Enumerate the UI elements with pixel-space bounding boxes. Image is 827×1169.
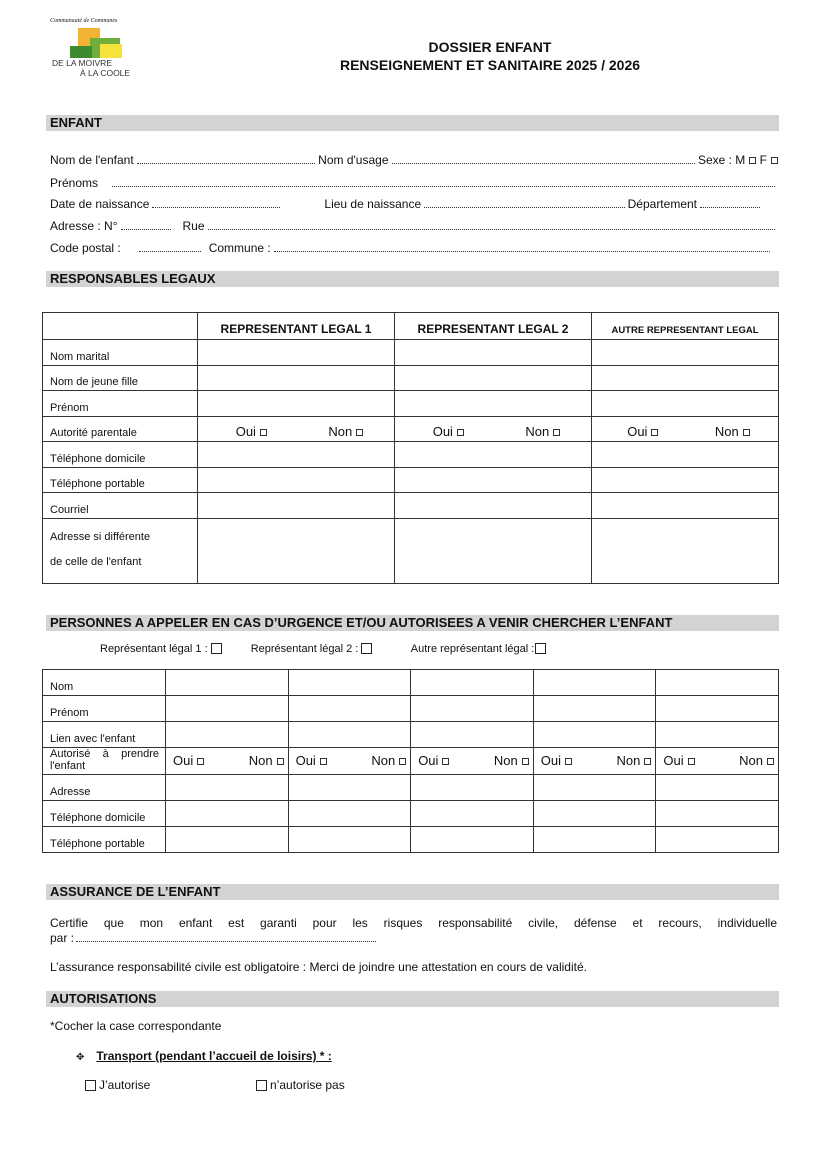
- header-rl2: REPRESENTANT LEGAL 2: [395, 313, 592, 340]
- table-row: [43, 827, 779, 853]
- field-commune[interactable]: [274, 242, 770, 252]
- row-label: Téléphone portable: [43, 827, 166, 853]
- oui-option[interactable]: Oui: [541, 753, 572, 768]
- label: Représentant légal 1 :: [100, 643, 208, 655]
- cell[interactable]: [198, 391, 395, 417]
- cell: [533, 748, 656, 775]
- row-prenoms: [50, 176, 778, 192]
- cell[interactable]: [395, 340, 592, 366]
- field-lieu[interactable]: [424, 198, 624, 208]
- label: Code postal :: [50, 241, 121, 255]
- cell[interactable]: [166, 775, 289, 801]
- transport-no[interactable]: n’autorise pas: [253, 1078, 345, 1092]
- cell[interactable]: [411, 696, 534, 722]
- checkbox-f[interactable]: [771, 157, 778, 164]
- cell[interactable]: [656, 801, 779, 827]
- cell[interactable]: [411, 827, 534, 853]
- table-row: [43, 696, 779, 722]
- logo: Communauté de Communes DE LA MOIVRE À LA COOLE: [50, 18, 131, 78]
- cell[interactable]: [198, 442, 395, 468]
- section-assurance: ASSURANCE DE L’ENFANT: [46, 884, 779, 900]
- cell[interactable]: [592, 493, 779, 519]
- label: Autre représentant légal :: [410, 643, 535, 655]
- non-option[interactable]: Non: [249, 753, 284, 768]
- row-label: Prénom: [43, 391, 198, 417]
- cell[interactable]: [288, 696, 411, 722]
- cell[interactable]: [656, 775, 779, 801]
- row-label: Téléphone domicile: [43, 801, 166, 827]
- urgence-table: [42, 669, 779, 853]
- autorisations-note: *Cocher la case correspondante: [50, 1019, 222, 1033]
- table-row: [43, 670, 779, 696]
- page-title: [230, 38, 750, 74]
- cell[interactable]: [592, 442, 779, 468]
- cell[interactable]: [198, 493, 395, 519]
- cell[interactable]: [166, 696, 289, 722]
- label: Nom de l'enfant: [50, 153, 134, 167]
- checkbox-rl2[interactable]: [361, 643, 372, 654]
- cell[interactable]: [592, 340, 779, 366]
- row-label: Téléphone domicile: [43, 442, 198, 468]
- label: Département: [627, 197, 697, 211]
- oui-option[interactable]: Oui: [627, 424, 658, 439]
- bullet-icon: ✥: [76, 1052, 85, 1063]
- row-label: Courriel: [43, 493, 198, 519]
- field-rue[interactable]: [208, 220, 775, 230]
- checkbox-icon: [85, 1080, 96, 1091]
- cell: [656, 748, 779, 775]
- section-responsables: RESPONSABLES LEGAUX: [46, 271, 779, 287]
- row-label: Nom marital: [43, 340, 198, 366]
- field-cp[interactable]: [139, 242, 201, 252]
- field-dept[interactable]: [700, 198, 760, 208]
- table-row: [43, 801, 779, 827]
- cell[interactable]: [533, 775, 656, 801]
- oui-option[interactable]: Oui: [418, 753, 449, 768]
- cell[interactable]: [656, 696, 779, 722]
- cell[interactable]: [288, 801, 411, 827]
- cell[interactable]: [411, 801, 534, 827]
- cell[interactable]: [288, 827, 411, 853]
- oui-option[interactable]: Oui: [236, 424, 267, 439]
- row-label: Adresse si différente de celle de l'enfant: [43, 518, 198, 583]
- checkbox-autre[interactable]: [535, 643, 546, 654]
- label: F: [759, 153, 767, 167]
- row-label: Téléphone portable: [43, 467, 198, 493]
- cell[interactable]: [656, 670, 779, 696]
- cell[interactable]: [533, 827, 656, 853]
- cell[interactable]: [592, 518, 779, 583]
- cell[interactable]: [395, 391, 592, 417]
- row-label: Nom: [43, 670, 166, 696]
- cell[interactable]: [411, 670, 534, 696]
- cell[interactable]: [533, 722, 656, 748]
- non-option[interactable]: Non: [617, 753, 652, 768]
- non-option[interactable]: Non: [371, 753, 406, 768]
- field-prenoms[interactable]: [112, 177, 775, 187]
- cell: [288, 748, 411, 775]
- row-label: Autorité parentale: [43, 416, 198, 442]
- field-numero[interactable]: [121, 220, 171, 230]
- cell[interactable]: [198, 467, 395, 493]
- section-urgence: PERSONNES A APPELER EN CAS D’URGENCE ET/OU AUTORISEES A VENIR CHERCHER L’ENFANT: [46, 615, 779, 631]
- cell[interactable]: [288, 775, 411, 801]
- row-label: Autorisé à prendre l'enfant: [43, 748, 166, 775]
- title-line-1: DOSSIER ENFANT: [428, 39, 552, 55]
- label: Nom d'usage: [318, 153, 389, 167]
- header-rl1: REPRESENTANT LEGAL 1: [198, 313, 395, 340]
- row-commune: [50, 241, 778, 257]
- cell[interactable]: [198, 518, 395, 583]
- cell[interactable]: [288, 722, 411, 748]
- field-nom[interactable]: [137, 154, 316, 164]
- table-row: [43, 748, 779, 775]
- cell[interactable]: [395, 493, 592, 519]
- cell[interactable]: [166, 722, 289, 748]
- cell[interactable]: [166, 670, 289, 696]
- section-enfant: ENFANT: [46, 115, 779, 131]
- cell[interactable]: [166, 801, 289, 827]
- oui-option[interactable]: Oui: [663, 753, 694, 768]
- row-nom: [50, 153, 778, 169]
- cell[interactable]: [288, 670, 411, 696]
- cell[interactable]: [395, 467, 592, 493]
- field-usage[interactable]: [392, 154, 695, 164]
- field-assureur[interactable]: [76, 932, 376, 942]
- assurance-text: Certifie que mon enfant est garanti pour les risques responsabilité civile, défense et recours, individuelle: [50, 916, 777, 930]
- transport-yes[interactable]: J’autorise: [82, 1078, 150, 1092]
- non-option[interactable]: Non: [494, 753, 529, 768]
- checkbox-rl1[interactable]: [211, 643, 222, 654]
- cell[interactable]: [166, 827, 289, 853]
- table-row: [43, 775, 779, 801]
- label: Prénoms: [50, 176, 99, 190]
- transport-heading: ✥ Transport (pendant l’accueil de loisirs) * :: [76, 1049, 332, 1063]
- cell[interactable]: [395, 442, 592, 468]
- cell[interactable]: [592, 391, 779, 417]
- cell[interactable]: [395, 518, 592, 583]
- cell: [395, 416, 592, 442]
- row-label: Prénom: [43, 696, 166, 722]
- cell: [198, 416, 395, 442]
- label: Représentant légal 2 :: [250, 643, 359, 655]
- cell[interactable]: [533, 696, 656, 722]
- checkbox-m[interactable]: [749, 157, 756, 164]
- cell: [592, 416, 779, 442]
- non-option[interactable]: Non: [739, 753, 774, 768]
- assurance-par: par :: [50, 931, 379, 945]
- non-option[interactable]: Non: [525, 424, 560, 439]
- oui-option[interactable]: Oui: [173, 753, 204, 768]
- cell[interactable]: [533, 670, 656, 696]
- label: Adresse : N°: [50, 219, 118, 233]
- cell[interactable]: [198, 365, 395, 391]
- field-date[interactable]: [152, 198, 280, 208]
- responsables-table: [42, 312, 779, 584]
- row-label: Nom de jeune fille: [43, 365, 198, 391]
- urgence-options: [100, 643, 549, 655]
- cell[interactable]: [656, 722, 779, 748]
- cell[interactable]: [411, 775, 534, 801]
- label: Lieu de naissance: [324, 197, 422, 211]
- header-autre: AUTRE REPRESENTANT LEGAL: [592, 313, 779, 340]
- cell[interactable]: [395, 365, 592, 391]
- cell[interactable]: [411, 722, 534, 748]
- assurance-note: L’assurance responsabilité civile est obligatoire : Merci de joindre une attestation en cours de validité.: [50, 960, 587, 974]
- cell[interactable]: [198, 340, 395, 366]
- cell[interactable]: [656, 827, 779, 853]
- label: Date de naissance: [50, 197, 150, 211]
- oui-option[interactable]: Oui: [296, 753, 327, 768]
- cell[interactable]: [533, 801, 656, 827]
- row-adresse: [50, 219, 778, 235]
- label: Rue: [182, 219, 205, 233]
- table-row: [43, 722, 779, 748]
- row-label: Adresse: [43, 775, 166, 801]
- cell: [166, 748, 289, 775]
- row-label: Lien avec l'enfant: [43, 722, 166, 748]
- label: Commune :: [208, 241, 271, 255]
- section-autorisations: AUTORISATIONS: [46, 991, 779, 1007]
- cell: [411, 748, 534, 775]
- oui-option[interactable]: Oui: [433, 424, 464, 439]
- label: Sexe : M: [697, 153, 746, 167]
- non-option[interactable]: Non: [715, 424, 750, 439]
- checkbox-icon: [256, 1080, 267, 1091]
- cell[interactable]: [592, 365, 779, 391]
- cell[interactable]: [592, 467, 779, 493]
- non-option[interactable]: Non: [328, 424, 363, 439]
- row-naissance: [50, 197, 778, 213]
- title-line-2: RENSEIGNEMENT ET SANITAIRE 2025 / 2026: [339, 57, 641, 73]
